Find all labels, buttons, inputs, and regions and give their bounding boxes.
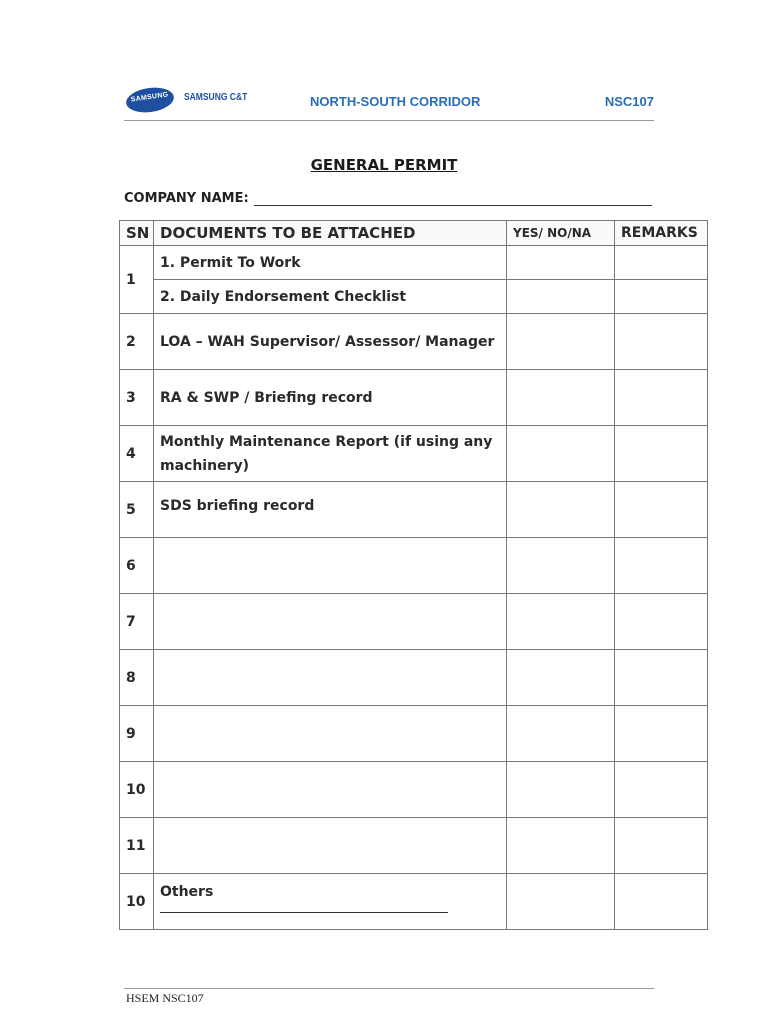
table-row	[120, 650, 708, 706]
row-document: SDS briefing record	[154, 482, 507, 538]
row-yes-no-na-cell[interactable]	[507, 762, 615, 818]
row-yes-no-na-cell[interactable]	[507, 874, 615, 930]
samsung-logo-icon	[125, 85, 176, 115]
row-yes-no-na-cell[interactable]	[507, 314, 615, 370]
row-remarks-cell[interactable]	[615, 762, 708, 818]
row-document: 2. Daily Endorsement Checklist	[154, 280, 507, 314]
row-yes-no-na-cell[interactable]	[507, 246, 615, 280]
documents-table	[119, 220, 708, 930]
row-document: RA & SWP / Briefing record	[154, 370, 507, 426]
table-row	[120, 370, 708, 426]
row-sn: 3	[120, 370, 154, 426]
row-yes-no-na-cell[interactable]	[507, 818, 615, 874]
table-row	[120, 818, 708, 874]
row-sn: 7	[120, 594, 154, 650]
row-remarks-cell[interactable]	[615, 818, 708, 874]
row-remarks-cell[interactable]	[615, 280, 708, 314]
row-sn: 6	[120, 538, 154, 594]
others-label: Others	[160, 884, 214, 900]
row-document-cell[interactable]	[154, 818, 507, 874]
row-remarks-cell[interactable]	[615, 482, 708, 538]
table-row	[120, 538, 708, 594]
row-document-cell[interactable]	[154, 650, 507, 706]
row-document: LOA – WAH Supervisor/ Assessor/ Manager	[154, 314, 507, 370]
row-sn: 9	[120, 706, 154, 762]
table-row	[120, 762, 708, 818]
column-header-documents: DOCUMENTS TO BE ATTACHED	[154, 221, 507, 246]
company-name-field[interactable]	[254, 205, 652, 206]
row-document-others	[154, 874, 507, 930]
header-code: NSC107	[604, 94, 654, 109]
table-row	[120, 874, 708, 930]
row-remarks-cell[interactable]	[615, 594, 708, 650]
logo-oval-text: SAMSUNG	[130, 91, 169, 104]
header-title: NORTH-SOUTH CORRIDOR	[310, 94, 481, 109]
document-title	[0, 156, 768, 174]
header-divider	[124, 120, 654, 121]
row-remarks-cell[interactable]	[615, 370, 708, 426]
row-sn: 1	[120, 246, 154, 314]
row-yes-no-na-cell[interactable]	[507, 650, 615, 706]
others-blank-line[interactable]	[160, 912, 448, 913]
column-header-remarks: REMARKS	[615, 221, 708, 246]
column-header-yes-no-na: YES/ NO/NA	[507, 221, 615, 246]
row-sn: 5	[120, 482, 154, 538]
row-sn: 10	[120, 762, 154, 818]
table-row	[120, 482, 708, 538]
row-sn: 11	[120, 818, 154, 874]
row-sn: 2	[120, 314, 154, 370]
table-row	[120, 706, 708, 762]
table-row	[120, 280, 708, 314]
row-remarks-cell[interactable]	[615, 246, 708, 280]
company-name-label: COMPANY NAME:	[124, 191, 249, 206]
row-yes-no-na-cell[interactable]	[507, 426, 615, 482]
row-remarks-cell[interactable]	[615, 314, 708, 370]
table-row	[120, 246, 708, 280]
row-sn: 8	[120, 650, 154, 706]
page-header	[124, 84, 654, 120]
column-header-sn: SN	[120, 221, 154, 246]
row-document-cell[interactable]	[154, 538, 507, 594]
company-logo-text: SAMSUNG C&T	[184, 92, 248, 103]
row-remarks-cell[interactable]	[615, 426, 708, 482]
row-document-cell[interactable]	[154, 762, 507, 818]
row-document: 1. Permit To Work	[154, 246, 507, 280]
footer-divider	[124, 988, 654, 989]
table-row	[120, 594, 708, 650]
row-document: Monthly Maintenance Report (if using any machinery)	[154, 426, 507, 482]
row-remarks-cell[interactable]	[615, 706, 708, 762]
row-yes-no-na-cell[interactable]	[507, 370, 615, 426]
row-yes-no-na-cell[interactable]	[507, 280, 615, 314]
row-document-cell[interactable]	[154, 594, 507, 650]
row-yes-no-na-cell[interactable]	[507, 482, 615, 538]
row-remarks-cell[interactable]	[615, 874, 708, 930]
row-yes-no-na-cell[interactable]	[507, 594, 615, 650]
row-yes-no-na-cell[interactable]	[507, 538, 615, 594]
document-title-text: GENERAL PERMIT	[310, 156, 458, 174]
row-remarks-cell[interactable]	[615, 650, 708, 706]
row-document-cell[interactable]	[154, 706, 507, 762]
row-remarks-cell[interactable]	[615, 538, 708, 594]
table-row	[120, 314, 708, 370]
table-row	[120, 426, 708, 482]
row-yes-no-na-cell[interactable]	[507, 706, 615, 762]
row-sn: 4	[120, 426, 154, 482]
table-header-row	[120, 221, 708, 246]
row-sn: 10	[120, 874, 154, 930]
footer-text: HSEM NSC107	[126, 991, 204, 1005]
